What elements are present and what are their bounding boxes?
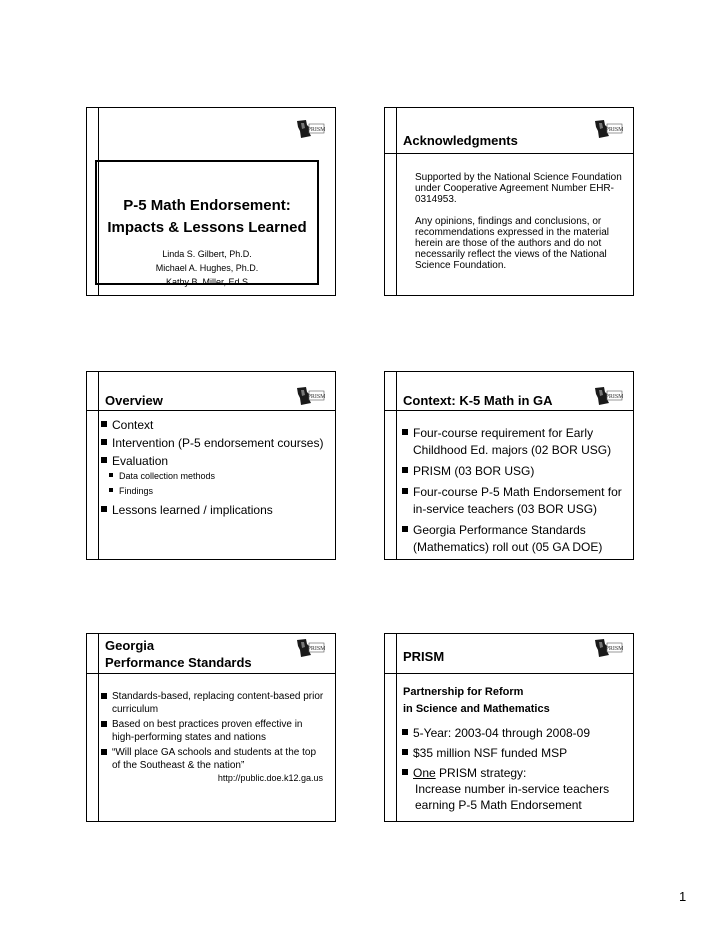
slide-georgia-standards bbox=[86, 633, 336, 822]
slide-context bbox=[384, 371, 634, 560]
overview-item: Intervention (P-5 endorsement courses) bbox=[101, 435, 329, 451]
overview-item: Lessons learned / implications bbox=[101, 502, 329, 518]
prism-logo-icon bbox=[295, 119, 325, 139]
slide-title-line2: Performance Standards bbox=[105, 655, 252, 670]
presentation-title-line1: P-5 Math Endorsement: bbox=[123, 197, 291, 214]
funding-paragraph: Supported by the National Science Foundation under Cooperative Agreement Number EHR-0314953. bbox=[415, 172, 622, 205]
slide-left-rule bbox=[396, 372, 397, 559]
prism-item: $35 million NSF funded MSP bbox=[402, 745, 627, 761]
overview-subitem: Findings bbox=[101, 485, 329, 497]
slide-left-rule bbox=[98, 634, 99, 821]
slide-acknowledgments bbox=[384, 107, 634, 296]
context-item: Georgia Performance Standards (Mathematics) roll out (05 GA DOE) bbox=[402, 522, 629, 556]
slide-prism bbox=[384, 633, 634, 822]
overview-item: Context bbox=[101, 417, 329, 433]
prism-subtitle-line1: Partnership for Reform bbox=[403, 686, 524, 698]
title-box bbox=[95, 160, 319, 285]
slide-title bbox=[105, 638, 252, 670]
prism-logo-icon bbox=[295, 386, 325, 406]
title-rule bbox=[87, 673, 335, 674]
author-2: Michael A. Hughes, Ph.D. bbox=[155, 263, 259, 273]
prism-logo-icon bbox=[295, 638, 325, 658]
slide-left-rule bbox=[396, 634, 397, 821]
disclaimer-paragraph: Any opinions, findings and conclusions, or recommendations expressed in the material herein are those of the authors and do not necessarily reflect the views of the National Science Foundation. bbox=[415, 216, 609, 271]
slide-title-line1: Georgia bbox=[105, 638, 155, 653]
slide-left-rule bbox=[98, 372, 99, 559]
slide-overview bbox=[86, 371, 336, 560]
slide-title bbox=[86, 107, 336, 296]
standards-item: Standards-based, replacing content-based prior curriculum bbox=[101, 690, 327, 716]
standards-item: Based on best practices proven effective in high-performing states and nations bbox=[101, 718, 327, 744]
context-item: Four-course requirement for Early Childhood Ed. majors (02 BOR USG) bbox=[402, 425, 629, 459]
overview-item: Evaluation bbox=[101, 453, 329, 469]
title-rule bbox=[385, 673, 633, 674]
slide-title: Overview bbox=[105, 393, 163, 408]
slide-title: PRISM bbox=[403, 649, 445, 664]
author-1: Linda S. Gilbert, Ph.D. bbox=[162, 249, 252, 259]
slide-title: Acknowledgments bbox=[403, 133, 518, 148]
title-rule bbox=[385, 410, 633, 411]
prism-strategy-detail: Increase number in-service teachers earning P-5 Math Endorsement bbox=[415, 782, 610, 812]
prism-subtitle-line2: in Science and Mathematics bbox=[403, 703, 550, 715]
slide-title: Context: K-5 Math in GA bbox=[403, 393, 553, 408]
author-3: Kathy B. Miller, Ed.S bbox=[165, 277, 249, 287]
prism-logo-icon bbox=[593, 119, 623, 139]
standards-item: “Will place GA schools and students at the top of the Southeast & the nation” bbox=[101, 746, 327, 772]
context-item: Four-course P-5 Math Endorsement for in-service teachers (03 BOR USG) bbox=[402, 484, 629, 518]
prism-item: 5-Year: 2003-04 through 2008-09 bbox=[402, 725, 627, 741]
presentation-title-line2: Impacts & Lessons Learned bbox=[107, 219, 307, 236]
title-rule bbox=[87, 410, 335, 411]
context-item: PRISM (03 BOR USG) bbox=[402, 463, 629, 480]
page-number: 1 bbox=[679, 889, 687, 904]
prism-logo-icon bbox=[593, 386, 623, 406]
slide-left-rule bbox=[396, 108, 397, 295]
prism-item: One PRISM strategy: bbox=[402, 765, 627, 781]
overview-subitem: Data collection methods bbox=[101, 470, 329, 482]
title-rule bbox=[385, 153, 633, 154]
prism-logo-icon bbox=[593, 638, 623, 658]
source-url: http://public.doe.k12.ga.us bbox=[217, 773, 323, 783]
